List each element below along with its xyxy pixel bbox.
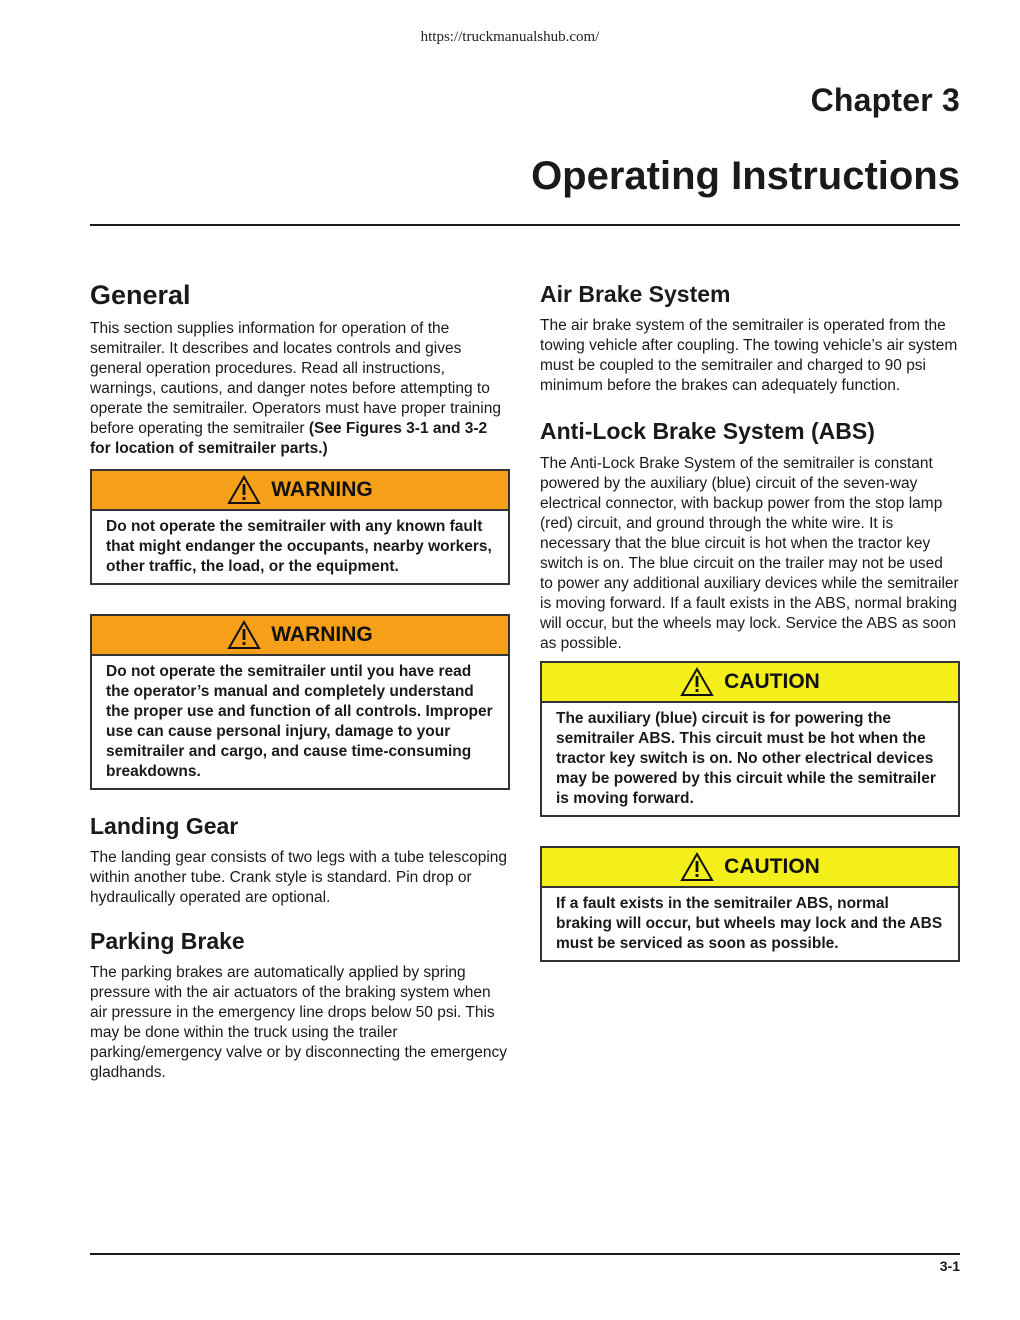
top-divider xyxy=(90,224,960,226)
left-column xyxy=(90,279,510,1083)
chapter-label: Chapter 3 xyxy=(810,82,960,118)
warning-text-2: Do not operate the semitrailer until you have read the operator’s manual and completely understand the proper use and function of all controls. Improper use can cause personal injury, damage to your semitrailer and cargo, and cause time-consuming breakdowns. xyxy=(106,663,493,780)
caution-box-1 xyxy=(540,661,960,817)
warning-text-1: Do not operate the semitrailer with any known fault that might endanger the occupants, nearby workers, other traffic, the load, or the equipment. xyxy=(106,518,492,575)
warning-label: WARNING xyxy=(271,478,373,501)
caution-text-2: If a fault exists in the semitrailer ABS, normal braking will occur, but wheels may lock and the ABS must be serviced as soon as possible. xyxy=(556,895,943,952)
abs-heading: Anti-Lock Brake System (ABS) xyxy=(540,418,875,444)
page-number: 3-1 xyxy=(939,1258,960,1274)
warning-box-2 xyxy=(90,614,510,790)
caution-header-2 xyxy=(542,848,958,888)
landing-gear-text: The landing gear consists of two legs with a tube telescoping within another tube. Crank style is standard. Pin drop or hydraulically operated are optional. xyxy=(90,849,508,906)
caution-header-1 xyxy=(542,663,958,703)
warning-header-1 xyxy=(92,471,508,511)
caution-label: CAUTION xyxy=(724,855,820,878)
warning-triangle-icon xyxy=(227,475,261,505)
chapter-title: Operating Instructions xyxy=(531,154,960,198)
caution-text-1: The auxiliary (blue) circuit is for powering the semitrailer ABS. This circuit must be hot when the tractor key switch is on. No other electrical devices may be powered by this circuit while the semitrailer is moving forward. xyxy=(556,710,936,807)
caution-label: CAUTION xyxy=(724,670,820,693)
warning-label: WARNING xyxy=(271,623,373,646)
warning-header-2 xyxy=(92,616,508,656)
abs-text: The Anti-Lock Brake System of the semitrailer is constant powered by the auxiliary (blue) circuit of the seven-way electrical connector, with backup power from the stop lamp (red) circuit, and ground through the white wire. It is necessary that the blue circuit is hot when the tractor key switch is on. The blue circuit on the trailer may not be used to power any additional auxiliary devices while the semitrailer is moving forward. If a fault exists in the ABS, normal braking will occur, but the wheels may lock. Service the ABS as soon as possible. xyxy=(540,455,959,652)
general-figure-reference: (See Figures 3-1 and 3-2 for location of semitrailer parts.) xyxy=(90,420,488,457)
parking-brake-text: The parking brakes are automatically applied by spring pressure with the air actuators of the braking system when air pressure in the emergency line drops below 50 psi. This may be done within the truck using the trailer parking/emergency valve or by disconnecting the emergency gladhands. xyxy=(90,964,508,1081)
caution-box-2 xyxy=(540,846,960,962)
warning-triangle-icon xyxy=(680,667,714,697)
warning-triangle-icon xyxy=(680,852,714,882)
bottom-divider xyxy=(90,1253,960,1255)
general-text: This section supplies information for operation of the semitrailer. It describes and locates controls and gives general operation procedures. Read all instructions, warnings, cautions, and danger notes before attempting to operate the semitrailer. Operators must have proper training before operating the semitrailer xyxy=(90,320,501,437)
warning-box-1 xyxy=(90,469,510,585)
warning-triangle-icon xyxy=(227,620,261,650)
parking-brake-heading: Parking Brake xyxy=(90,928,245,954)
source-url: https://truckmanualshub.com/ xyxy=(420,29,600,45)
air-brake-heading: Air Brake System xyxy=(540,281,731,307)
right-column xyxy=(540,280,960,962)
landing-gear-heading: Landing Gear xyxy=(90,813,239,839)
air-brake-text: The air brake system of the semitrailer is operated from the towing vehicle after coupling. The towing vehicle’s air system must be coupled to the semitrailer and charged to 90 psi minimum before the brakes can adequately function. xyxy=(540,317,958,394)
general-heading: General xyxy=(90,280,191,310)
general-paragraph xyxy=(90,319,510,459)
